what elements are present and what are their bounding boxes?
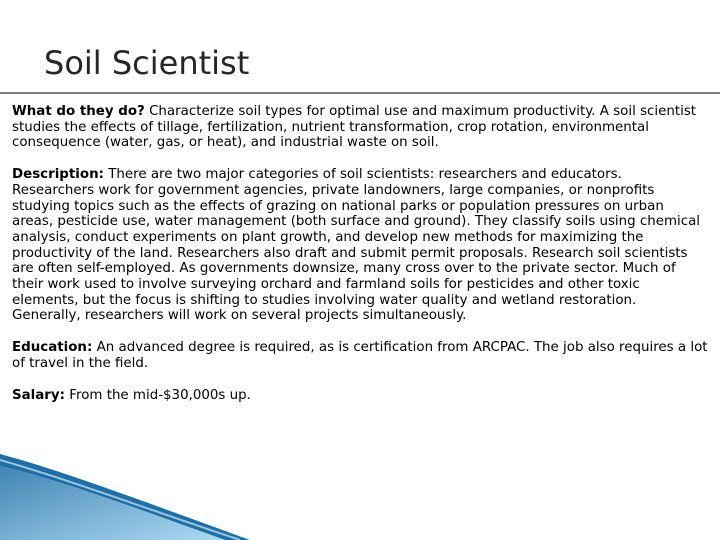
description-label: Description: bbox=[12, 167, 104, 183]
wave-band-fill bbox=[0, 466, 225, 540]
education-text: An advanced degree is required, as is certification from ARCPAC. The job also requires a lot of travel in the field. bbox=[12, 340, 708, 371]
education-label: Education: bbox=[12, 340, 93, 356]
paragraph-education bbox=[12, 340, 708, 371]
corner-wave-decoration bbox=[0, 440, 260, 540]
paragraph-what-they-do bbox=[12, 104, 708, 151]
what-they-do-text: Characterize soil types for optimal use and maximum productivity. A soil scientist studies the effects of tillage, fertilization, nutrient transformation, crop rotation, environmental consequence (water, gas, or heat), and industrial waste on soil. bbox=[12, 104, 697, 151]
title-bar bbox=[0, 0, 720, 94]
what-they-do-label: What do they do? bbox=[12, 104, 145, 119]
paragraph-salary bbox=[12, 388, 708, 404]
salary-label: Salary: bbox=[12, 387, 65, 403]
slide-title: Soil Scientist bbox=[44, 44, 250, 82]
description-text: There are two major categories of soil scientists: researchers and educators. Researchers work for government agencies, private landowners, large companies, or nonprofits studying topics such as the effects of grazing on national parks or population pressures on urban areas, pesticide use, water management (both surface and ground). They classify soils using chemical analysis, conduct experiments on plant growth, and develop new methods for maximizing the productivity of the land. Researchers also draft and submit permit proposals. Research soil scientists are often self-employed. As governments downsize, many cross over to the private sector. Much of their work used to involve surveying orchard and farmland soils for pesticides and other toxic elements, but the focus is shifting to studies involving water quality and wetland restoration. Generally, researchers will work on several projects simultaneously. bbox=[12, 167, 701, 324]
slide-body bbox=[12, 104, 708, 419]
salary-text: From the mid-$30,000s up. bbox=[69, 387, 251, 403]
paragraph-description bbox=[12, 167, 708, 324]
